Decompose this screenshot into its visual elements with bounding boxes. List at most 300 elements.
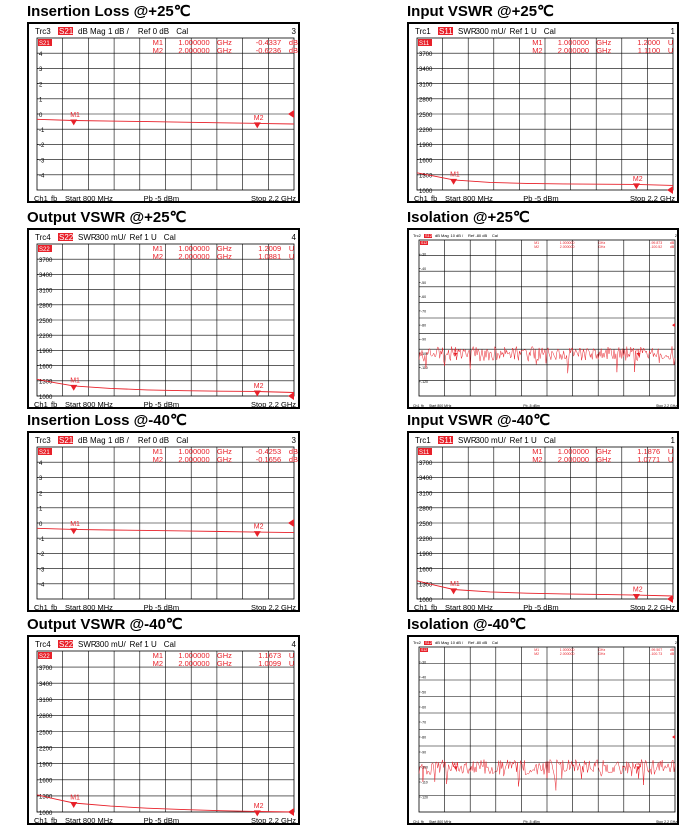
active-trace-label: S21 [39,41,50,47]
header-trace: Trc2 [413,233,421,238]
reference-arrow [288,392,294,400]
y-tick-label: 3100 [419,491,433,498]
header-format: SWR [458,436,477,445]
marker-readout-unit: GHz [598,245,606,249]
y-tick-label: 1600 [39,778,53,785]
marker-triangle [70,119,77,125]
footer-start: Start 800 MHz [429,404,452,408]
marker-readout-value: -99.873 [650,241,663,245]
marker-readout-unit: GHz [598,648,606,652]
marker-readout-unit: GHz [596,455,612,464]
header-trace: Trc2 [413,640,421,645]
marker-readout-unit: GHz [216,244,232,253]
y-tick-label: -40 [421,266,427,271]
header-channel-no: 3 [291,436,296,445]
footer-start: Start 800 MHz [65,816,113,825]
header-format: SWR [78,233,97,242]
header-scale: 300 mU/ [475,436,506,445]
footer-power: Pb -5 dBm [523,194,559,203]
analyzer-screen [27,22,300,203]
marker-triangle [70,385,77,391]
footer-fb: fb [421,820,424,824]
marker-readout-name: M1 [152,447,164,456]
y-tick-label: -4 [39,582,45,589]
header-ref: Ref -80 dB [468,640,488,645]
reference-arrow [667,186,673,194]
header-param: S11 [439,27,453,36]
reference-arrow [672,323,675,327]
marker-label: M2 [253,383,264,391]
y-tick-label: 1900 [419,552,433,559]
marker-readout-unit: GHz [598,241,606,245]
header-format: dB Mag [78,436,106,445]
marker-readout-value: 1.0099 [258,659,282,668]
header-channel-no: 4 [291,640,296,649]
y-tick-label: 2800 [39,303,53,310]
marker-triangle [254,390,261,396]
chart-output-vswr-m40 [29,637,302,827]
marker-readout-vunit: dB [669,648,675,652]
y-tick-label: 3700 [419,52,433,58]
header-channel-no: 1 [670,436,675,445]
y-tick-label: 4 [39,52,43,58]
marker-label: M1 [70,377,80,385]
y-tick-label: -1 [39,537,45,543]
marker-label: M1 [450,171,460,179]
header-format: dB Mag [78,27,106,36]
marker-readout-unit: GHz [216,447,232,456]
y-tick-label: -100 [421,765,429,770]
marker-readout-name: M1 [532,38,543,47]
panel-title: Output VSWR @-40℃ [27,616,183,633]
marker-readout-vunit: dB [288,447,299,456]
marker-readout-value: 1.0881 [258,252,282,261]
header-format: SWR [458,27,477,36]
footer-power: Pb -5 dBm [523,820,540,824]
footer-stop: Stop 2.2 GHz [629,603,675,612]
footer-fb: fb [431,603,438,612]
panel-title: Output VSWR @+25℃ [27,209,187,226]
y-tick-label: 3400 [39,273,53,280]
marker-triangle [70,802,77,808]
active-trace-label: S12 [421,648,428,652]
marker-triangle [633,183,640,189]
y-tick-label: -110 [421,780,428,785]
panel-title: Insertion Loss @+25℃ [27,3,191,20]
reference-arrow [288,110,294,118]
y-tick-label: 3400 [419,67,433,74]
header-scale: 300 mU/ [95,233,126,242]
footer-fb: fb [51,603,58,612]
marker-readout-vunit: dB [288,46,299,55]
y-tick-label: -2 [39,143,45,150]
marker-readout-freq: 2.000000 [557,455,590,464]
y-tick-label: 2200 [419,537,433,543]
footer-stop: Stop 2.2 GHz [250,194,296,203]
header-channel-no: 4 [291,233,296,242]
marker-readout-value: -100.73 [650,652,663,656]
marker-readout-name: M1 [534,648,540,652]
y-tick-label: 0 [39,112,43,119]
marker-readout-name: M1 [534,241,540,245]
marker-readout-unit: GHz [596,38,612,47]
marker-readout-vunit: dB [669,245,675,249]
header-trace: Trc4 [35,233,51,242]
y-tick-label: -110 [421,366,428,371]
y-tick-label: -90 [421,337,427,342]
header-channel-no: 3 [291,27,296,36]
marker-label: M2 [253,802,264,810]
marker-label: M2 [636,348,642,353]
y-tick-label: -50 [421,690,427,695]
marker-readout-value: -100.52 [650,245,663,249]
y-tick-label: 1000 [419,597,433,604]
marker-readout-value: -0.6236 [255,46,282,55]
y-tick-label: 3 [39,67,43,74]
marker-readout-vunit: U [667,447,674,456]
marker-readout-freq: 2.000000 [559,245,575,249]
header-trace: Trc3 [35,27,51,36]
header-trace: Trc4 [35,640,51,649]
y-tick-label: 3100 [39,698,53,705]
marker-readout-freq: 1.000000 [178,244,210,253]
footer-channel: Ch1 [34,603,48,612]
reference-arrow [288,519,294,527]
footer-power: Pb -5 dBm [523,404,540,408]
footer-stop: Stop 2.2 GHz [629,194,675,203]
marker-readout-unit: GHz [596,447,612,456]
marker-readout-freq: 1.000000 [557,447,590,456]
footer-start: Start 800 MHz [445,194,493,203]
marker-readout-value: -0.4337 [255,38,282,47]
y-tick-label: 2500 [419,112,433,119]
header-param: S11 [439,436,453,445]
footer-start: Start 800 MHz [65,194,113,203]
marker-readout-name: M2 [532,455,543,464]
footer-channel: Ch1 [34,194,48,203]
y-tick-label: 1600 [39,364,53,371]
panel-title: Input VSWR @-40℃ [407,412,551,429]
y-tick-label: 3400 [39,682,53,688]
marker-triangle [254,122,261,128]
marker-triangle [70,528,77,534]
marker-readout-freq: 1.000000 [178,447,210,456]
footer-start: Start 800 MHz [65,603,113,612]
marker-readout-value: 1.2009 [258,244,282,253]
marker-triangle [254,531,261,537]
chart-input-vswr-25 [409,24,681,205]
chart-insertion-loss-m40 [29,433,302,614]
footer-start: Start 800 MHz [65,400,113,409]
analyzer-screen [27,228,300,409]
marker-readout-name: M1 [152,651,164,660]
chart-insertion-loss-25 [29,24,302,205]
analyzer-screen [407,431,679,612]
footer-channel: Ch1 [414,194,428,203]
marker-readout-value: 1.2000 [637,38,661,47]
y-tick-label: 3100 [39,288,53,295]
header-trace: Trc1 [415,27,431,36]
marker-readout-value: -0.4253 [255,447,282,456]
header-cal: Cal [163,233,176,242]
marker-readout-value: -0.1656 [255,455,282,464]
footer-power: Pb -5 dBm [523,603,559,612]
y-tick-label: 0 [39,521,43,528]
marker-readout-name: M2 [152,455,164,464]
marker-readout-unit: GHz [596,46,612,55]
y-tick-label: 3100 [419,82,433,89]
marker-label: M2 [253,523,264,531]
footer-stop: Stop 2.2 GHz [250,603,296,612]
panel-title: Isolation @-40℃ [407,616,526,633]
header-ref: Ref 1 U [129,640,157,649]
footer-stop: Stop 2.2 GHz [250,400,296,409]
marker-readout-freq: 2.000000 [178,252,210,261]
marker-label: M2 [636,762,642,766]
marker-readout-freq: 2.000000 [178,46,210,55]
y-tick-label: 3400 [419,476,433,483]
footer-channel: Ch1 [413,820,420,824]
y-tick-label: 2800 [419,97,433,104]
active-trace-label: S22 [39,247,50,253]
analyzer-screen [407,22,679,203]
marker-readout-name: M2 [534,245,540,249]
y-tick-label: 1900 [419,143,433,150]
analyzer-screen [27,431,300,612]
footer-start: Start 800 MHz [429,820,452,824]
footer-stop: Stop 2.2 GHz [655,404,677,408]
y-tick-label: 1000 [39,810,53,817]
y-tick-label: -40 [421,675,427,680]
marker-label: M2 [253,114,264,122]
analyzer-screen [407,635,679,825]
y-tick-label: 1300 [419,173,433,180]
y-tick-label: 3700 [419,461,433,467]
y-tick-label: 3 [39,476,43,483]
footer-power: Pb -5 dBm [143,194,180,203]
y-tick-label: 2500 [39,318,53,325]
header-format: SWR [78,640,97,649]
y-tick-label: -30 [421,660,427,665]
marker-label: M1 [453,762,459,766]
header-format: dB Mag [435,233,449,238]
footer-fb: fb [431,194,438,203]
header-param: S21 [59,27,74,36]
marker-readout-name: M1 [152,244,164,253]
marker-readout-unit: GHz [216,659,232,668]
header-param: S12 [425,640,433,645]
footer-channel: Ch1 [34,400,48,409]
y-tick-label: -4 [39,173,45,180]
header-param: S12 [425,233,433,238]
header-scale: 300 mU/ [95,640,126,649]
header-scale: 10 dB / [450,233,464,238]
header-scale: 1 dB / [107,436,129,445]
y-tick-label: 3700 [39,665,53,672]
footer-fb: fb [51,816,58,825]
y-tick-label: 1000 [419,188,433,195]
y-tick-label: 1300 [419,582,433,589]
footer-fb: fb [51,400,58,409]
y-tick-label: 2200 [39,334,53,340]
footer-channel: Ch1 [34,816,48,825]
marker-readout-name: M2 [152,252,164,261]
y-tick-label: -60 [421,705,427,710]
y-tick-label: -80 [421,735,427,740]
header-param: S22 [59,233,74,242]
marker-readout-vunit: U [288,659,295,668]
panel-title: Isolation @+25℃ [407,209,530,226]
marker-readout-value: 1.1100 [637,46,661,55]
header-trace: Trc3 [35,436,51,445]
marker-readout-vunit: U [667,38,674,47]
active-trace-label: S11 [419,450,430,456]
header-cal: Cal [491,233,498,238]
y-tick-label: -120 [421,795,429,800]
marker-readout-unit: GHz [216,252,232,261]
y-tick-label: 2 [39,82,43,89]
marker-readout-name: M2 [152,659,164,668]
header-cal: Cal [543,27,556,36]
marker-readout-vunit: dB [288,38,299,47]
y-tick-label: 1600 [419,158,433,165]
marker-label: M2 [632,175,643,183]
active-trace-label: S21 [39,450,50,456]
y-tick-label: 1000 [39,394,53,401]
y-tick-label: 2500 [39,730,53,737]
header-channel-no: 1 [670,27,675,36]
y-tick-label: 1900 [39,762,53,769]
chart-input-vswr-m40 [409,433,681,614]
y-tick-label: 2200 [419,128,433,134]
chart-isolation-m40 [409,637,681,827]
marker-readout-name: M2 [534,652,540,656]
y-tick-label: 1300 [39,379,53,386]
marker-readout-vunit: U [288,252,295,261]
y-tick-label: -50 [421,280,427,285]
active-trace-label: S22 [39,654,50,660]
header-cal: Cal [163,640,176,649]
header-format: dB Mag [435,640,449,645]
footer-power: Pb -5 dBm [143,400,180,409]
reference-arrow [672,735,675,739]
analyzer-screen [27,635,300,825]
header-scale: 300 mU/ [475,27,506,36]
marker-readout-freq: 1.000000 [559,648,575,652]
y-tick-label: 2 [39,491,43,498]
header-scale: 1 dB / [107,27,129,36]
active-trace-label: S11 [419,41,430,47]
footer-fb: fb [421,404,424,408]
marker-readout-unit: GHz [216,651,232,660]
marker-readout-unit: GHz [216,455,232,464]
header-param: S21 [59,436,74,445]
header-cal: Cal [176,27,189,36]
marker-readout-unit: GHz [216,46,232,55]
y-tick-label: 1600 [419,567,433,574]
header-ref: Ref 0 dB [137,27,170,36]
marker-readout-freq: 2.000000 [559,652,575,656]
marker-readout-name: M1 [532,447,543,456]
marker-triangle [450,179,457,185]
y-tick-label: -100 [421,351,429,356]
y-tick-label: 1300 [39,794,53,801]
marker-label: M1 [453,348,459,353]
y-tick-label: -70 [421,720,427,725]
marker-readout-unit: GHz [598,652,606,656]
y-tick-label: -70 [421,309,427,314]
marker-label: M1 [70,112,80,120]
y-tick-label: -1 [39,128,45,134]
marker-label: M1 [450,580,460,588]
marker-readout-freq: 1.000000 [178,651,210,660]
y-tick-label: -2 [39,552,45,559]
active-trace-label: S12 [421,241,428,245]
marker-readout-freq: 2.000000 [178,455,210,464]
marker-readout-vunit: U [667,46,674,55]
y-tick-label: 3700 [39,258,53,264]
marker-readout-value: -99.507 [650,648,663,652]
y-tick-label: 4 [39,461,43,467]
marker-label: M2 [632,586,643,594]
footer-fb: fb [51,194,58,203]
y-tick-label: 1 [39,506,43,513]
marker-readout-name: M2 [152,46,164,55]
footer-power: Pb -5 dBm [143,816,180,825]
panel-title: Insertion Loss @-40℃ [27,412,187,429]
marker-triangle [450,588,457,594]
header-ref: Ref 1 U [129,233,157,242]
footer-channel: Ch1 [414,603,428,612]
y-tick-label: 1 [39,97,43,104]
marker-readout-value: 1.0771 [637,455,661,464]
marker-readout-freq: 1.000000 [557,38,590,47]
header-channel-no: 2 [674,640,677,645]
marker-readout-vunit: dB [669,241,675,245]
y-tick-label: -120 [421,380,429,385]
y-tick-label: -90 [421,750,427,755]
y-tick-label: -60 [421,295,427,300]
marker-readout-value: 1.1876 [637,447,661,456]
footer-start: Start 800 MHz [445,603,493,612]
header-cal: Cal [543,436,556,445]
marker-label: M1 [70,794,80,802]
header-cal: Cal [491,640,498,645]
chart-isolation-25 [409,230,681,411]
panel-title: Input VSWR @+25℃ [407,3,554,20]
header-channel-no: 2 [674,233,677,238]
chart-output-vswr-25 [29,230,302,411]
marker-readout-freq: 2.000000 [557,46,590,55]
y-tick-label: 2800 [39,714,53,721]
analyzer-screen [407,228,679,409]
marker-readout-vunit: U [288,651,295,660]
header-ref: Ref 1 U [509,27,537,36]
header-ref: Ref 1 U [509,436,537,445]
header-ref: Ref -80 dB [468,233,488,238]
marker-readout-vunit: dB [288,455,299,464]
header-cal: Cal [176,436,189,445]
y-tick-label: -3 [39,158,45,165]
y-tick-label: 2200 [39,746,53,753]
marker-readout-freq: 1.000000 [559,241,575,245]
marker-readout-vunit: dB [669,652,675,656]
y-tick-label: 2500 [419,521,433,528]
header-trace: Trc1 [415,436,431,445]
footer-stop: Stop 2.2 GHz [655,820,677,824]
marker-label: M1 [70,520,80,528]
footer-channel: Ch1 [413,404,420,408]
